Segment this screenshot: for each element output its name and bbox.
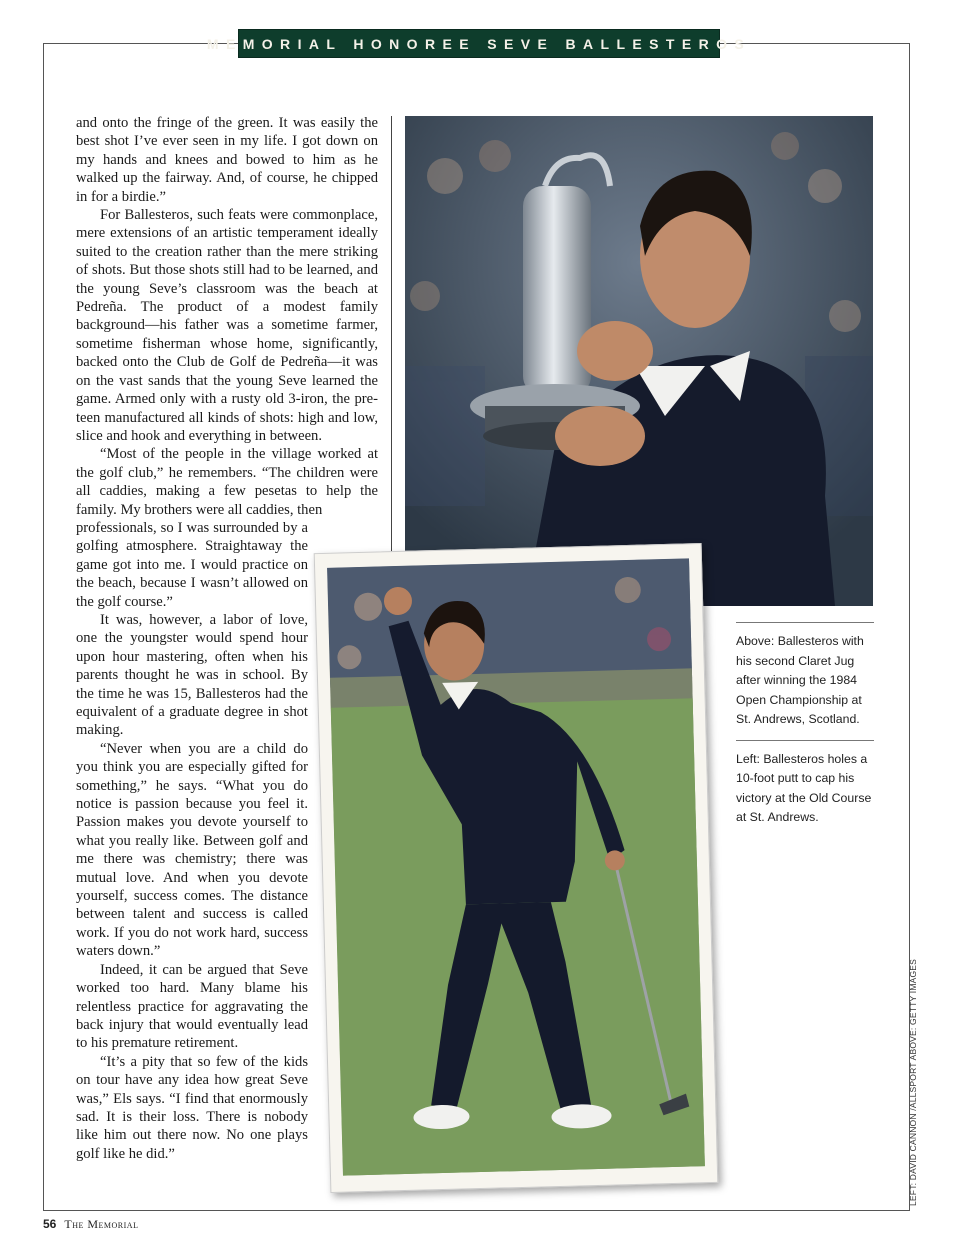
section-banner-text: MEMORIAL HONOREE SEVE BALLESTEROS [206, 35, 752, 52]
column-divider [391, 116, 392, 556]
section-banner [206, 29, 752, 58]
photo-celebration-illustration [327, 558, 705, 1175]
article-paragraph: “It’s a pity that so few of the kids on tour have any idea how great Seve was,” Els says. “I find that enormously sad. It is their loss. There is nobody like him out there now. No one plays golf like he did.” [76, 1053, 308, 1162]
caption-divider [736, 740, 874, 741]
article-paragraph: professionals, so I was surrounded by a golfing atmosphere. Straightaway the game got into me. I would practice on the beach, because I wasn’t allowed on the golf course.” [76, 519, 308, 610]
magazine-name: The Memorial [64, 1217, 139, 1231]
article-paragraph: For Ballesteros, such feats were commonplace, mere extensions of an artistic temperament ideally suited to the creation rather than the mere striking of shots. But those shots still had to be learned, and the young Seve’s classroom was the beach at Pedreña. The product of a modest family background—his father was a sometime farmer, sometime fisherman whose home, significantly, backed onto the Club de Golf de Pedreña—it was on the vast sands that the young Seve learned the game. Armed only with a rusty old 3-iron, the pre-teen manufactured all kinds of shots: high and low, slice and hook and everything in between. [76, 207, 378, 444]
captions-block [736, 622, 876, 828]
photo-celebration [327, 558, 705, 1175]
caption-above: Above: Ballesteros with his second Claret Jug after winning the 1984 Open Championship at St. Andrews, Scotland. [736, 634, 864, 726]
photo-claret-jug [405, 116, 873, 606]
article-paragraph: “Never when you are a child do you think you are especially gifted for something,” he says. “What you do notice is passion because you feel it. Passion makes you devote yourself to what you really like. Between golf and me there was chemistry; there was mutual love. And when you devote yourself, success comes. The distance between talent and success is called work. If you do not work hard, success waters down.” [76, 740, 308, 960]
article-narrow-block [76, 519, 308, 1163]
page-footer [43, 1217, 138, 1232]
photo-credit: LEFT: DAVID CANNON /ALLSPORT ABOVE: GETTY IMAGES [908, 958, 918, 1206]
caption-left: Left: Ballesteros holes a 10-foot putt to cap his victory at the Old Course at St. Andrews. [736, 751, 872, 824]
photo-claret-jug-illustration [405, 116, 873, 606]
article-paragraph: It was, however, a labor of love, one the youngster would spend hour upon hour mastering, often when his parents thought he was in school. By the time he was 15, Ballesteros had the equivalent of a graduate degree in shot making. [76, 611, 308, 739]
caption-divider [736, 622, 874, 623]
page-number: 56 [43, 1217, 57, 1231]
article-wide-block [76, 114, 378, 519]
article-paragraph: and onto the fringe of the green. It was easily the best shot I’ve ever seen in my life. I got down on my hands and knees and bowed to him as he walked up the fairway. And, of course, he chipped in for a birdie.” [76, 115, 378, 205]
article-paragraph: “Most of the people in the village worked at the golf club,” he remembers. “The children were all caddies, making a few pesetas to help the family. My brothers were all caddies, then [76, 446, 378, 518]
photo-celebration-frame [314, 543, 719, 1193]
article-paragraph: Indeed, it can be argued that Seve worked too hard. Many blame his relentless practice for aggravating the back injury that would eventually lead to his premature retirement. [76, 961, 308, 1052]
